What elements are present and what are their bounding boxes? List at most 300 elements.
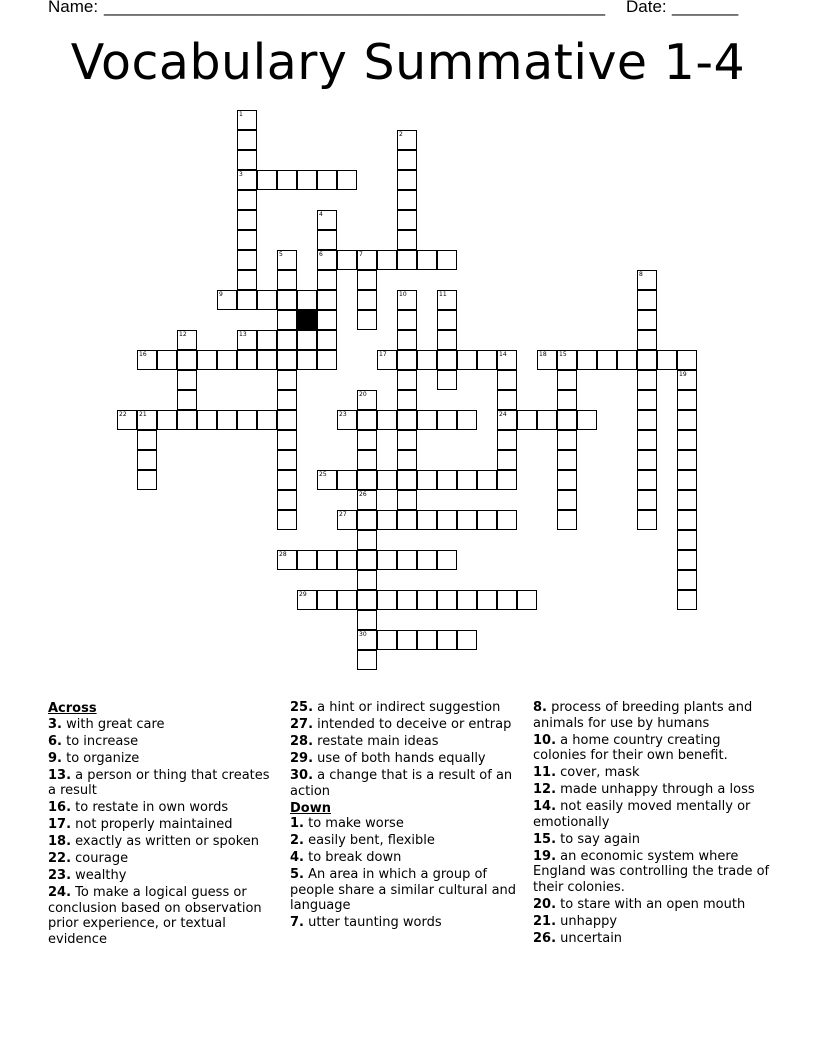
crossword-cell[interactable] bbox=[597, 350, 617, 370]
clue-item-text: a hint or indirect suggestion bbox=[313, 700, 501, 715]
clue-item bbox=[533, 914, 773, 930]
crossword-cell[interactable] bbox=[497, 470, 517, 490]
crossword-cell[interactable] bbox=[437, 510, 457, 530]
crossword-cell[interactable] bbox=[677, 530, 697, 550]
clue-item-number: 29. bbox=[290, 751, 314, 766]
crossword-cell[interactable] bbox=[397, 370, 417, 390]
crossword-cell[interactable] bbox=[237, 330, 257, 350]
crossword-cell[interactable] bbox=[497, 390, 517, 410]
page-title: Vocabulary Summative 1-4 bbox=[70, 34, 746, 91]
clue-item-number: 8. bbox=[533, 700, 547, 715]
crossword-cell[interactable] bbox=[237, 290, 257, 310]
clue-number: 2 bbox=[399, 131, 403, 138]
clue-item bbox=[290, 700, 522, 716]
crossword-cell[interactable] bbox=[397, 130, 417, 150]
crossword-cell[interactable] bbox=[397, 250, 417, 270]
clue-number: 23 bbox=[339, 411, 347, 418]
crossword-cell[interactable] bbox=[397, 310, 417, 330]
crossword-cell[interactable] bbox=[417, 350, 437, 370]
crossword-cell[interactable] bbox=[257, 410, 277, 430]
clue-item-text: a person or thing that creates a result bbox=[48, 767, 270, 798]
clue-item-number: 24. bbox=[48, 885, 72, 900]
crossword-cell[interactable] bbox=[177, 410, 197, 430]
crossword-cell[interactable] bbox=[257, 350, 277, 370]
clue-number: 22 bbox=[119, 411, 127, 418]
crossword-cell[interactable] bbox=[557, 350, 577, 370]
crossword-cell[interactable] bbox=[537, 350, 557, 370]
crossword-cell[interactable] bbox=[357, 490, 377, 510]
clue-item bbox=[48, 834, 280, 850]
crossword-cell[interactable] bbox=[457, 590, 477, 610]
crossword-cell[interactable] bbox=[317, 550, 337, 570]
crossword-cell[interactable] bbox=[537, 410, 557, 430]
crossword-cell[interactable] bbox=[637, 430, 657, 450]
crossword-cell[interactable] bbox=[397, 430, 417, 450]
crossword-cell[interactable] bbox=[377, 550, 397, 570]
crossword-cell[interactable] bbox=[437, 370, 457, 390]
crossword-cell[interactable] bbox=[237, 270, 257, 290]
clue-number: 1 bbox=[239, 111, 243, 118]
crossword-cell[interactable] bbox=[177, 350, 197, 370]
crossword-cell[interactable] bbox=[337, 250, 357, 270]
crossword-cell[interactable] bbox=[397, 150, 417, 170]
crossword-cell[interactable] bbox=[297, 590, 317, 610]
crossword-cell[interactable] bbox=[317, 170, 337, 190]
crossword-cell[interactable] bbox=[397, 290, 417, 310]
crossword-cell[interactable] bbox=[277, 390, 297, 410]
clue-item-number: 28. bbox=[290, 734, 314, 749]
crossword-cell[interactable] bbox=[337, 410, 357, 430]
crossword-cell[interactable] bbox=[517, 590, 537, 610]
crossword-cell[interactable] bbox=[237, 250, 257, 270]
crossword-cell[interactable] bbox=[277, 270, 297, 290]
crossword-cell[interactable] bbox=[477, 470, 497, 490]
crossword-cell[interactable] bbox=[357, 530, 377, 550]
clue-item bbox=[48, 885, 280, 947]
crossword-cell[interactable] bbox=[417, 630, 437, 650]
clue-item-text: To make a logical guess or conclusion based on observation prior experience, or textual evidence bbox=[48, 885, 262, 947]
crossword-cell[interactable] bbox=[357, 470, 377, 490]
clue-item-text: process of breeding plants and animals for use by humans bbox=[533, 700, 753, 731]
clue-item-number: 7. bbox=[290, 915, 304, 930]
crossword-cell[interactable] bbox=[617, 350, 637, 370]
crossword-cell[interactable] bbox=[317, 270, 337, 290]
clue-item-number: 15. bbox=[533, 831, 557, 847]
crossword-cell[interactable] bbox=[337, 590, 357, 610]
crossword-cell[interactable] bbox=[357, 650, 377, 670]
crossword-cell[interactable] bbox=[277, 550, 297, 570]
crossword-cell[interactable] bbox=[357, 590, 377, 610]
crossword-cell[interactable] bbox=[357, 570, 377, 590]
clue-item bbox=[533, 849, 773, 896]
crossword-cell[interactable] bbox=[637, 510, 657, 530]
clue-number: 27 bbox=[339, 511, 347, 518]
crossword-cell[interactable] bbox=[317, 330, 337, 350]
crossword-cell[interactable] bbox=[557, 470, 577, 490]
clue-item-number: 11. bbox=[533, 765, 557, 780]
crossword-cell[interactable] bbox=[417, 590, 437, 610]
crossword-cell[interactable] bbox=[357, 450, 377, 470]
crossword-cell[interactable] bbox=[457, 410, 477, 430]
crossword-cell[interactable] bbox=[277, 370, 297, 390]
crossword-cell[interactable] bbox=[677, 350, 697, 370]
crossword-cell[interactable] bbox=[637, 470, 657, 490]
crossword-cell[interactable] bbox=[137, 450, 157, 470]
clue-item bbox=[533, 733, 773, 764]
date-label: Date: bbox=[626, 0, 667, 16]
clue-item-number: 16. bbox=[48, 800, 72, 815]
crossword-cell[interactable] bbox=[337, 550, 357, 570]
crossword-cell[interactable] bbox=[257, 290, 277, 310]
crossword-cell[interactable] bbox=[337, 510, 357, 530]
crossword-cell[interactable] bbox=[437, 330, 457, 350]
crossword-cell[interactable] bbox=[497, 370, 517, 390]
crossword-cell[interactable] bbox=[357, 630, 377, 650]
clue-item-number: 20. bbox=[533, 896, 557, 912]
clue-item-text: to organize bbox=[61, 750, 140, 766]
crossword-cell[interactable] bbox=[237, 150, 257, 170]
clue-item-text: intended to deceive or entrap bbox=[313, 717, 512, 732]
clue-item-number: 25. bbox=[290, 700, 314, 715]
crossword-cell[interactable] bbox=[417, 410, 437, 430]
clue-item-text: made unhappy through a loss bbox=[556, 782, 755, 797]
crossword-cell[interactable] bbox=[557, 370, 577, 390]
clue-item bbox=[48, 800, 280, 816]
crossword-cell[interactable] bbox=[497, 510, 517, 530]
clue-number: 14 bbox=[499, 351, 507, 358]
crossword-cell[interactable] bbox=[437, 310, 457, 330]
crossword-cell[interactable] bbox=[477, 350, 497, 370]
clue-item-number: 27. bbox=[290, 717, 314, 732]
crossword-cell[interactable] bbox=[437, 630, 457, 650]
crossword-cell[interactable] bbox=[577, 350, 597, 370]
crossword-cell[interactable] bbox=[457, 510, 477, 530]
crossword-cell[interactable] bbox=[437, 290, 457, 310]
crossword-cell[interactable] bbox=[677, 450, 697, 470]
crossword-cell[interactable] bbox=[397, 190, 417, 210]
crossword-cell[interactable] bbox=[497, 410, 517, 430]
crossword-cell[interactable] bbox=[397, 490, 417, 510]
crossword-cell[interactable] bbox=[137, 470, 157, 490]
clue-item bbox=[290, 768, 522, 799]
crossword-cell[interactable] bbox=[637, 450, 657, 470]
crossword-cell[interactable] bbox=[377, 630, 397, 650]
crossword-cell[interactable] bbox=[417, 250, 437, 270]
crossword-cell[interactable] bbox=[397, 170, 417, 190]
crossword-cell[interactable] bbox=[397, 450, 417, 470]
crossword-cell[interactable] bbox=[557, 390, 577, 410]
clue-item bbox=[290, 816, 522, 832]
clue-number: 9 bbox=[219, 291, 223, 298]
crossword-cell[interactable] bbox=[397, 410, 417, 430]
clue-item-text: exactly as written or spoken bbox=[71, 834, 260, 849]
clue-item bbox=[48, 717, 280, 733]
crossword-cell[interactable] bbox=[317, 290, 337, 310]
crossword-cell[interactable] bbox=[397, 210, 417, 230]
clue-item-text: not properly maintained bbox=[71, 817, 233, 832]
crossword-cell[interactable] bbox=[237, 170, 257, 190]
crossword-cell[interactable] bbox=[377, 410, 397, 430]
clue-item-number: 2. bbox=[290, 833, 304, 848]
crossword-cell[interactable] bbox=[377, 510, 397, 530]
crossword-cell[interactable] bbox=[237, 230, 257, 250]
crossword-cell[interactable] bbox=[557, 490, 577, 510]
crossword-cell[interactable] bbox=[277, 250, 297, 270]
clue-number: 19 bbox=[679, 371, 687, 378]
crossword-cell[interactable] bbox=[397, 390, 417, 410]
crossword-cell[interactable] bbox=[437, 590, 457, 610]
clue-item bbox=[290, 867, 522, 914]
crossword-cell[interactable] bbox=[357, 510, 377, 530]
clue-item-number: 4. bbox=[290, 850, 304, 865]
crossword-cell[interactable] bbox=[677, 570, 697, 590]
crossword-cell[interactable] bbox=[497, 450, 517, 470]
crossword-cell[interactable] bbox=[677, 490, 697, 510]
crossword-cell[interactable] bbox=[137, 410, 157, 430]
crossword-cell[interactable] bbox=[177, 330, 197, 350]
clue-item bbox=[533, 931, 773, 947]
crossword-cell[interactable] bbox=[217, 410, 237, 430]
clue-item-number: 3. bbox=[48, 716, 62, 732]
crossword-cell[interactable] bbox=[277, 330, 297, 350]
clue-item-text: An area in which a group of people share a similar cultural and language bbox=[290, 867, 517, 913]
clue-number: 17 bbox=[379, 351, 387, 358]
crossword-cell[interactable] bbox=[677, 550, 697, 570]
crossword-cell[interactable] bbox=[257, 330, 277, 350]
crossword-cell[interactable] bbox=[337, 170, 357, 190]
crossword-cell[interactable] bbox=[297, 290, 317, 310]
clue-item-number: 12. bbox=[533, 782, 557, 797]
crossword-cell[interactable] bbox=[497, 350, 517, 370]
crossword-cell[interactable] bbox=[197, 410, 217, 430]
crossword-cell[interactable] bbox=[637, 290, 657, 310]
clue-item-text: cover, mask bbox=[556, 765, 640, 780]
crossword-cell[interactable] bbox=[477, 510, 497, 530]
crossword-cell[interactable] bbox=[557, 510, 577, 530]
crossword-cell[interactable] bbox=[357, 310, 377, 330]
crossword-cell[interactable] bbox=[237, 190, 257, 210]
clue-number: 12 bbox=[179, 331, 187, 338]
clue-number: 7 bbox=[359, 251, 363, 258]
crossword-cell[interactable] bbox=[297, 550, 317, 570]
crossword-cell[interactable] bbox=[397, 510, 417, 530]
crossword-cell[interactable] bbox=[417, 510, 437, 530]
crossword-cell[interactable] bbox=[637, 390, 657, 410]
crossword-cell[interactable] bbox=[637, 490, 657, 510]
clue-item-text: an economic system where England was controlling the trade of their colonies. bbox=[533, 848, 770, 895]
name-blank[interactable]: _____________________________________________________ bbox=[104, 0, 606, 16]
crossword-cell[interactable] bbox=[177, 370, 197, 390]
date-blank[interactable]: _______ bbox=[672, 0, 739, 16]
crossword-cell[interactable] bbox=[397, 230, 417, 250]
crossword-cell[interactable] bbox=[657, 350, 677, 370]
crossword-cell[interactable] bbox=[177, 390, 197, 410]
clue-number: 29 bbox=[299, 591, 307, 598]
crossword-cell[interactable] bbox=[677, 590, 697, 610]
crossword-black-cell bbox=[297, 310, 317, 330]
crossword-cell[interactable] bbox=[497, 590, 517, 610]
crossword-cell[interactable] bbox=[257, 170, 277, 190]
clue-item-number: 17. bbox=[48, 817, 72, 832]
crossword-cell[interactable] bbox=[137, 430, 157, 450]
clue-item-text: with great care bbox=[61, 716, 165, 732]
clue-item bbox=[290, 915, 522, 931]
crossword-cell[interactable] bbox=[677, 510, 697, 530]
crossword-cell[interactable] bbox=[297, 170, 317, 190]
crossword-cell[interactable] bbox=[317, 310, 337, 330]
crossword-cell[interactable] bbox=[637, 270, 657, 290]
clue-item bbox=[48, 851, 280, 867]
crossword-cell[interactable] bbox=[317, 350, 337, 370]
crossword-cell[interactable] bbox=[397, 550, 417, 570]
crossword-cell[interactable] bbox=[337, 470, 357, 490]
crossword-cell[interactable] bbox=[237, 410, 257, 430]
clue-number: 25 bbox=[319, 471, 327, 478]
clue-item-number: 21. bbox=[533, 913, 557, 929]
clue-item-number: 6. bbox=[48, 733, 62, 749]
crossword-cell[interactable] bbox=[357, 410, 377, 430]
crossword-cell[interactable] bbox=[397, 470, 417, 490]
clues-column-1 bbox=[48, 700, 280, 949]
crossword-cell[interactable] bbox=[637, 310, 657, 330]
crossword-cell[interactable] bbox=[157, 410, 177, 430]
crossword-cell[interactable] bbox=[277, 510, 297, 530]
clue-number: 10 bbox=[399, 291, 407, 298]
clue-item-text: use of both hands equally bbox=[313, 751, 486, 766]
crossword-cell[interactable] bbox=[437, 350, 457, 370]
clue-item-text: wealthy bbox=[71, 868, 127, 883]
clue-item-number: 30. bbox=[290, 768, 314, 783]
clue-item-number: 23. bbox=[48, 868, 72, 883]
crossword-cell[interactable] bbox=[157, 350, 177, 370]
crossword-cell[interactable] bbox=[377, 250, 397, 270]
crossword-cell[interactable] bbox=[677, 390, 697, 410]
clue-item bbox=[533, 799, 773, 830]
crossword-cell[interactable] bbox=[397, 630, 417, 650]
crossword-cell[interactable] bbox=[397, 330, 417, 350]
crossword-cell[interactable] bbox=[637, 350, 657, 370]
crossword-cell[interactable] bbox=[357, 270, 377, 290]
crossword-cell[interactable] bbox=[437, 410, 457, 430]
crossword-cell[interactable] bbox=[317, 470, 337, 490]
crossword-cell[interactable] bbox=[357, 290, 377, 310]
clue-item bbox=[533, 782, 773, 798]
crossword-cell[interactable] bbox=[637, 410, 657, 430]
crossword-cell[interactable] bbox=[197, 350, 217, 370]
crossword-cell[interactable] bbox=[317, 590, 337, 610]
crossword-cell[interactable] bbox=[437, 550, 457, 570]
crossword-cell[interactable] bbox=[317, 230, 337, 250]
crossword-cell[interactable] bbox=[277, 350, 297, 370]
clue-item-text: courage bbox=[71, 851, 129, 866]
clue-number: 3 bbox=[239, 171, 243, 178]
crossword-cell[interactable] bbox=[637, 370, 657, 390]
crossword-cell[interactable] bbox=[497, 430, 517, 450]
clue-item-text: a change that is a result of an action bbox=[290, 768, 513, 799]
crossword-cell[interactable] bbox=[557, 450, 577, 470]
crossword-cell[interactable] bbox=[677, 470, 697, 490]
crossword-cell[interactable] bbox=[357, 550, 377, 570]
crossword-cell[interactable] bbox=[277, 490, 297, 510]
crossword-cell[interactable] bbox=[397, 350, 417, 370]
clue-number: 4 bbox=[319, 211, 323, 218]
clue-number: 30 bbox=[359, 631, 367, 638]
clue-item-text: unhappy bbox=[556, 913, 618, 929]
crossword-cell[interactable] bbox=[277, 290, 297, 310]
clue-number: 24 bbox=[499, 411, 507, 418]
clue-item-text: to make worse bbox=[303, 816, 404, 831]
crossword-cell[interactable] bbox=[437, 470, 457, 490]
clue-item bbox=[533, 832, 773, 848]
crossword-cell[interactable] bbox=[457, 350, 477, 370]
crossword-cell[interactable] bbox=[677, 410, 697, 430]
crossword-cell[interactable] bbox=[557, 410, 577, 430]
clue-item-text: uncertain bbox=[556, 930, 623, 946]
crossword-cell[interactable] bbox=[417, 550, 437, 570]
crossword-cell[interactable] bbox=[637, 330, 657, 350]
crossword-cell[interactable] bbox=[277, 450, 297, 470]
clue-item-number: 26. bbox=[533, 930, 557, 946]
clue-number: 11 bbox=[439, 291, 447, 298]
crossword-cell[interactable] bbox=[357, 430, 377, 450]
crossword-cell[interactable] bbox=[357, 610, 377, 630]
crossword-cell[interactable] bbox=[517, 410, 537, 430]
crossword-cell[interactable] bbox=[317, 250, 337, 270]
crossword-cell[interactable] bbox=[237, 350, 257, 370]
crossword-cell[interactable] bbox=[277, 470, 297, 490]
crossword-cell[interactable] bbox=[237, 130, 257, 150]
crossword-cell[interactable] bbox=[297, 330, 317, 350]
crossword-cell[interactable] bbox=[417, 470, 437, 490]
crossword-cell[interactable] bbox=[677, 370, 697, 390]
crossword-cell[interactable] bbox=[457, 470, 477, 490]
crossword-cell[interactable] bbox=[217, 350, 237, 370]
crossword-cell[interactable] bbox=[397, 590, 417, 610]
crossword-cell[interactable] bbox=[377, 590, 397, 610]
crossword-cell[interactable] bbox=[237, 110, 257, 130]
crossword-cell[interactable] bbox=[137, 350, 157, 370]
crossword-cell[interactable] bbox=[277, 310, 297, 330]
crossword-cell[interactable] bbox=[457, 630, 477, 650]
crossword-cell[interactable] bbox=[577, 410, 597, 430]
crossword-cell[interactable] bbox=[277, 430, 297, 450]
crossword-cell[interactable] bbox=[217, 290, 237, 310]
crossword-cell[interactable] bbox=[377, 350, 397, 370]
clue-item bbox=[48, 768, 280, 799]
clue-item-number: 13. bbox=[48, 767, 72, 783]
crossword-cell[interactable] bbox=[317, 210, 337, 230]
crossword-cell[interactable] bbox=[237, 210, 257, 230]
crossword-cell[interactable] bbox=[117, 410, 137, 430]
crossword-cell[interactable] bbox=[277, 170, 297, 190]
crossword-cell[interactable] bbox=[357, 250, 377, 270]
crossword-cell[interactable] bbox=[297, 350, 317, 370]
clues-column-2 bbox=[290, 700, 522, 932]
crossword-cell[interactable] bbox=[677, 430, 697, 450]
crossword-cell[interactable] bbox=[377, 470, 397, 490]
crossword-cell[interactable] bbox=[557, 430, 577, 450]
crossword-cell[interactable] bbox=[477, 590, 497, 610]
clue-number: 18 bbox=[539, 351, 547, 358]
crossword-cell[interactable] bbox=[357, 390, 377, 410]
name-label: Name: bbox=[48, 0, 99, 16]
clue-item-number: 5. bbox=[290, 867, 304, 882]
crossword-cell[interactable] bbox=[437, 250, 457, 270]
clue-item-number: 10. bbox=[533, 732, 557, 748]
clues-column-3 bbox=[533, 700, 773, 948]
crossword-cell[interactable] bbox=[277, 410, 297, 430]
clue-item-text: to restate in own words bbox=[71, 800, 229, 815]
